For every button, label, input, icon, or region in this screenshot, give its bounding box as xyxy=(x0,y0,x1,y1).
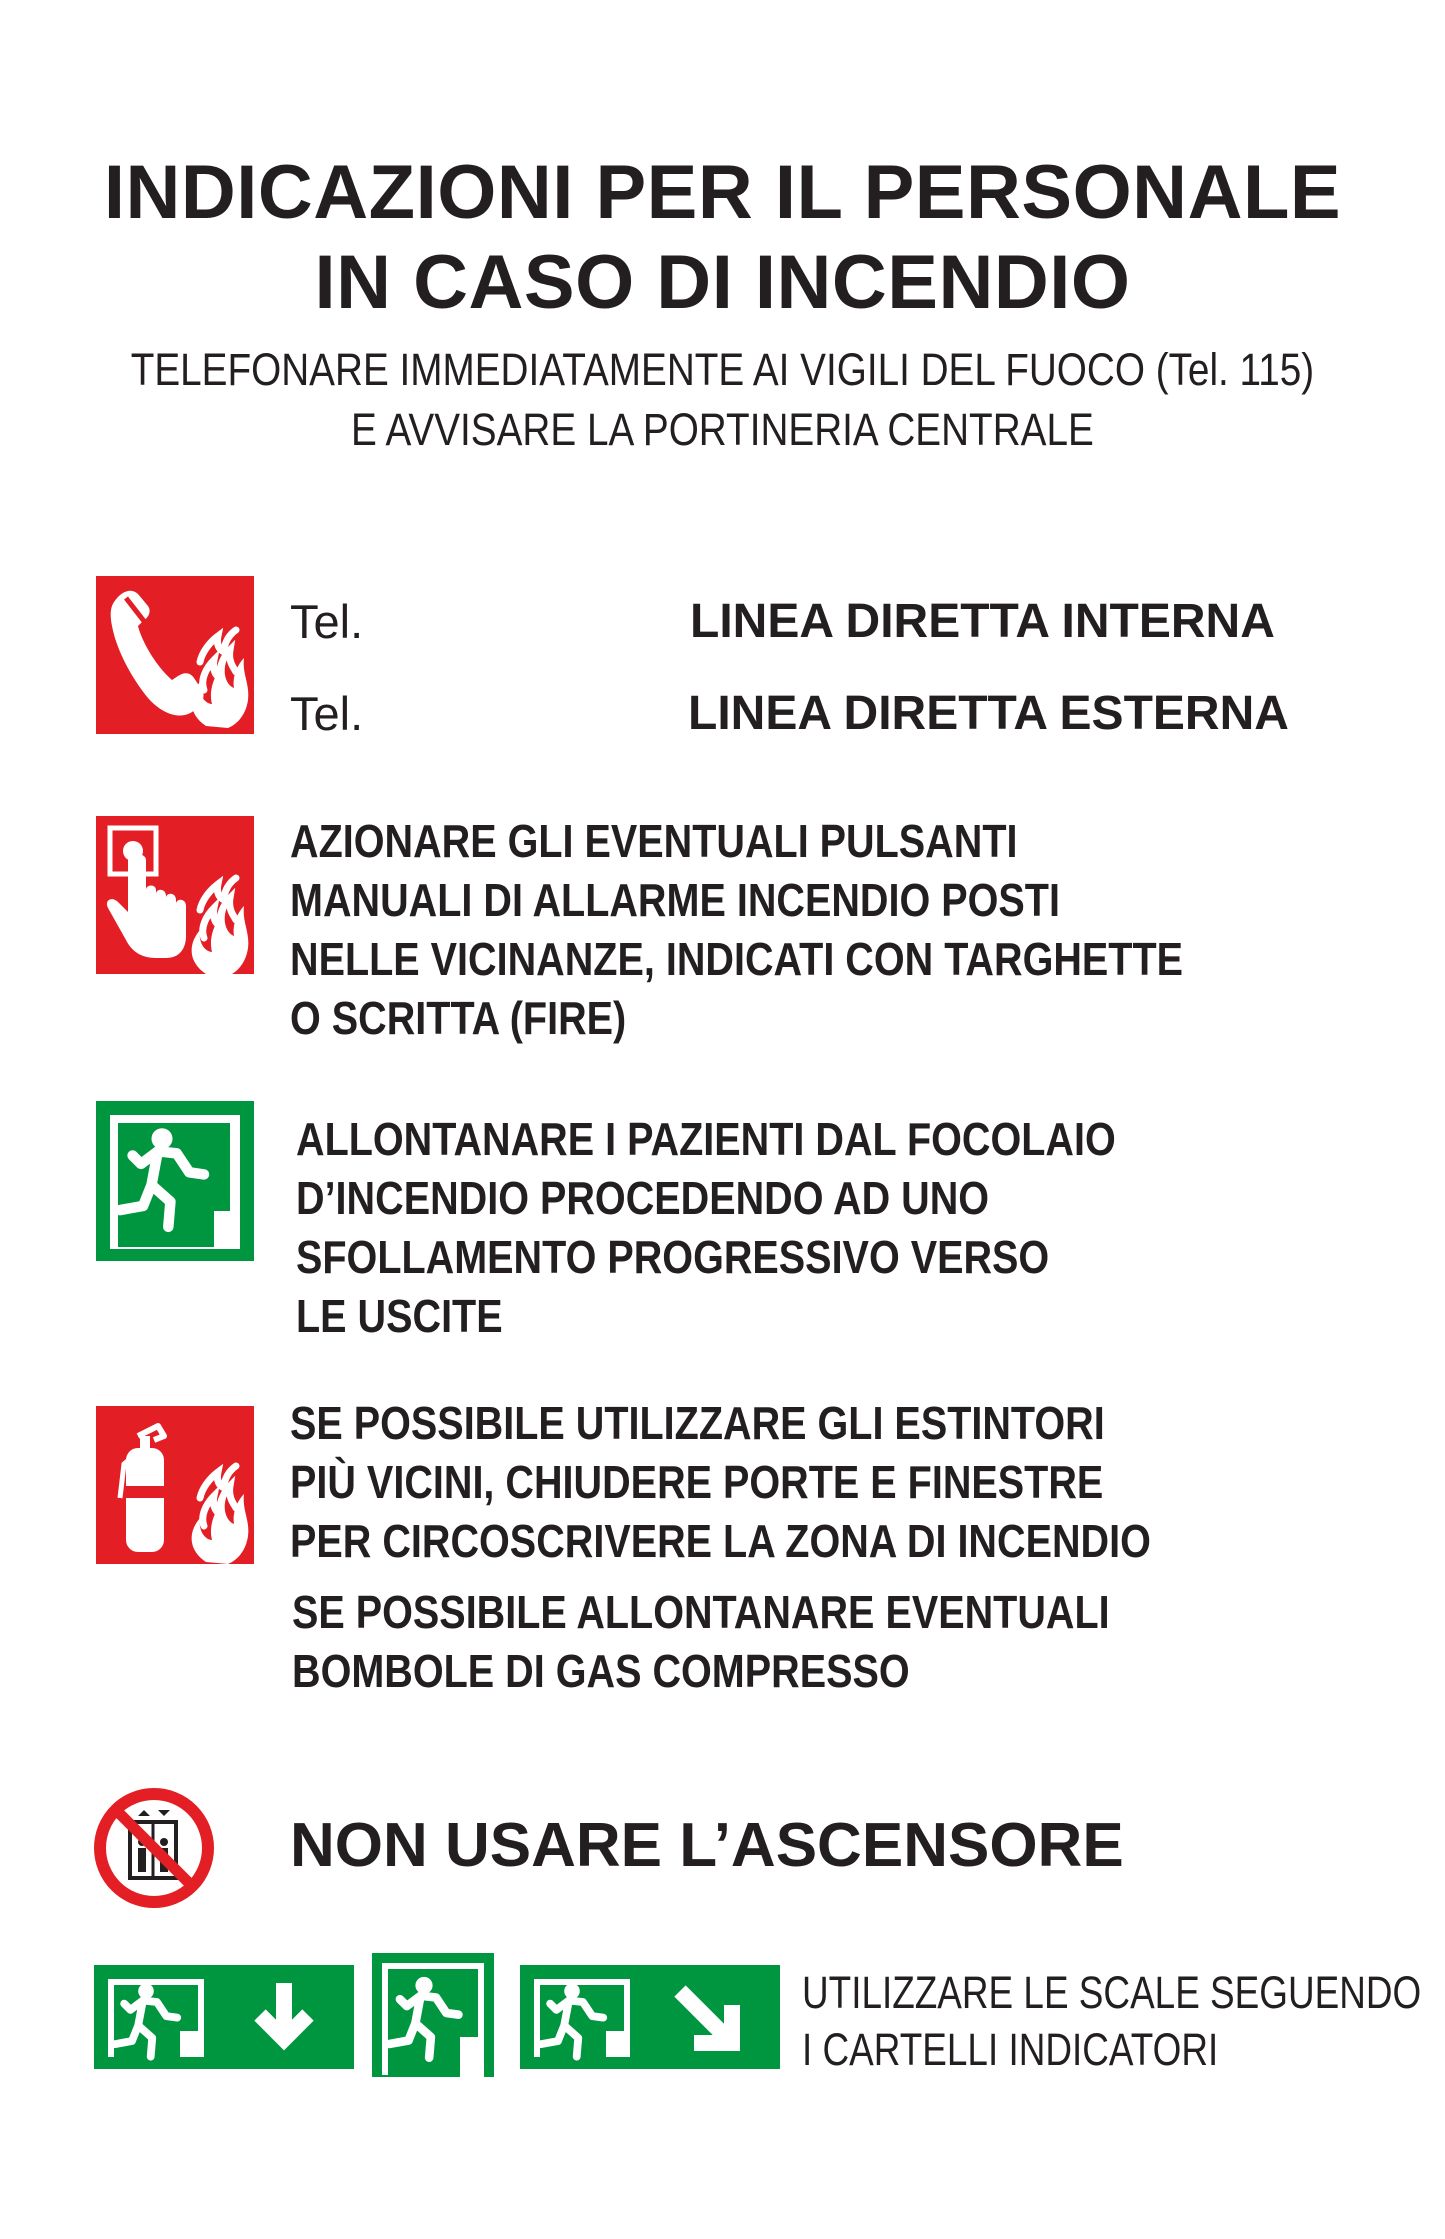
alarm-line-3: NELLE VICINANZE, INDICATI CON TARGHETTE xyxy=(290,933,1184,985)
gas-cylinder-instructions xyxy=(292,1583,1243,1701)
alarm-line-4: O SCRITTA (FIRE) xyxy=(290,992,627,1044)
subtitle-line-1: TELEFONARE IMMEDIATAMENTE AI VIGILI DEL FUOCO (Tel. 115) xyxy=(130,344,1315,395)
no-elevator-icon xyxy=(92,1786,216,1910)
exit-diagonal-arrow-icon xyxy=(520,1965,780,2069)
gas-line-2: BOMBOLE DI GAS COMPRESSO xyxy=(292,1645,910,1697)
stairs-line-2: I CARTELLI INDICATORI xyxy=(802,2024,1219,2075)
alarm-line-1: AZIONARE GLI EVENTUALI PULSANTI xyxy=(290,815,1018,867)
tel-label-external: Tel. xyxy=(290,687,364,740)
page-subtitle xyxy=(101,340,1344,460)
fire-alarm-telephone-icon xyxy=(96,576,254,734)
manual-call-point-icon xyxy=(96,816,254,974)
evacuation-line-1: ALLONTANARE I PAZIENTI DAL FOCOLAIO xyxy=(296,1113,1116,1165)
title-line-1: INDICAZIONI PER IL PERSONALE xyxy=(103,150,1342,235)
extinguisher-line-1: SE POSSIBILE UTILIZZARE GLI ESTINTORI xyxy=(290,1397,1105,1449)
extinguisher-instructions xyxy=(290,1394,1291,1571)
emergency-exit-icon xyxy=(96,1101,254,1261)
extinguisher-line-2: PIÙ VICINI, CHIUDERE PORTE E FINESTRE xyxy=(290,1456,1104,1508)
exit-door-icon xyxy=(372,1953,494,2077)
tel-label-internal: Tel. xyxy=(290,595,364,648)
title-line-2: IN CASO DI INCENDIO xyxy=(314,240,1131,325)
alarm-line-2: MANUALI DI ALLARME INCENDIO POSTI xyxy=(290,874,1060,926)
evacuation-line-2: D’INCENDIO PROCEDENDO AD UNO xyxy=(296,1172,990,1224)
page-title xyxy=(0,148,1445,328)
gas-line-1: SE POSSIBILE ALLONTANARE EVENTUALI xyxy=(292,1586,1110,1638)
no-elevator-label: NON USARE L’ASCENSORE xyxy=(290,1811,1124,1880)
internal-line-label: LINEA DIRETTA INTERNA xyxy=(690,595,1275,648)
exit-down-arrow-icon xyxy=(94,1965,354,2069)
evacuation-line-4: LE USCITE xyxy=(296,1290,503,1342)
fire-extinguisher-icon xyxy=(96,1406,254,1564)
stairs-line-1: UTILIZZARE LE SCALE SEGUENDO xyxy=(802,1967,1422,2018)
alarm-instructions xyxy=(290,812,1328,1048)
stairs-instructions xyxy=(802,1964,1445,2078)
extinguisher-line-3: PER CIRCOSCRIVERE LA ZONA DI INCENDIO xyxy=(290,1515,1151,1567)
external-line-label: LINEA DIRETTA ESTERNA xyxy=(688,687,1289,740)
evacuation-line-3: SFOLLAMENTO PROGRESSIVO VERSO xyxy=(296,1231,1050,1283)
subtitle-line-2: E AVVISARE LA PORTINERIA CENTRALE xyxy=(351,404,1094,455)
evacuation-instructions xyxy=(296,1110,1249,1346)
